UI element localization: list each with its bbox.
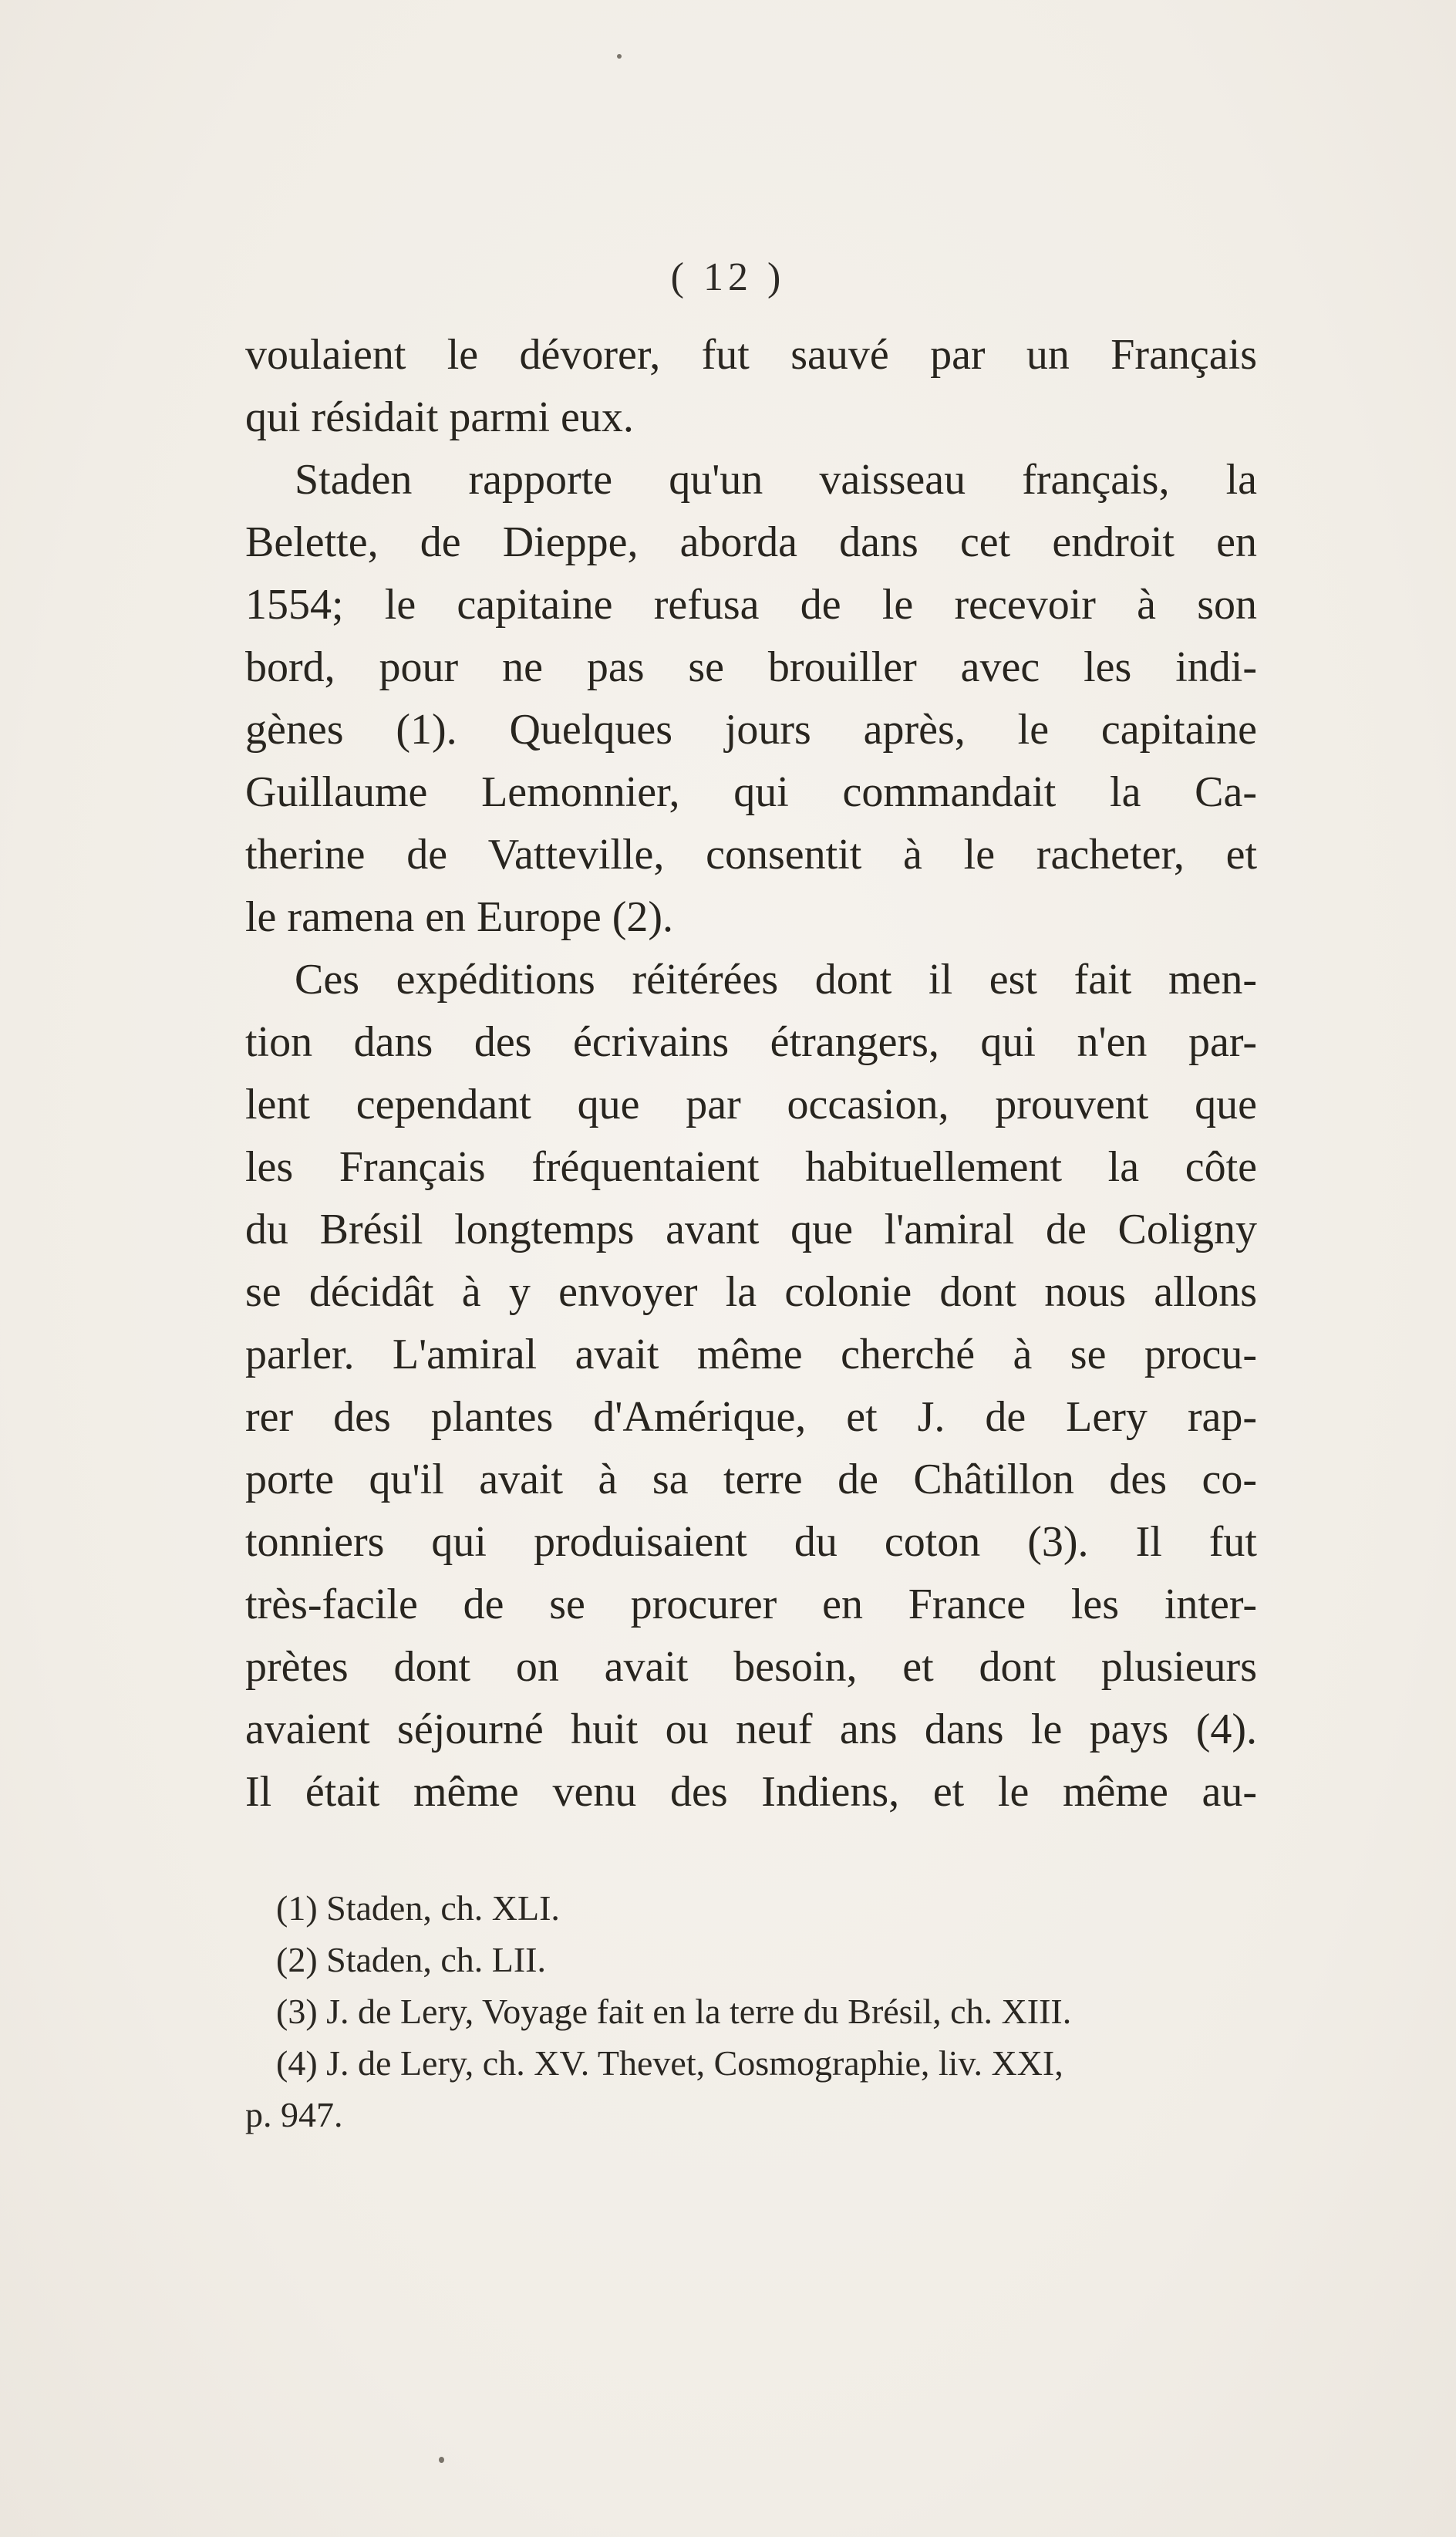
body-line: prètes dont on avait besoin, et dont plusieurs bbox=[245, 1643, 1257, 1691]
body-line: tion dans des écrivains étrangers, qui n'en par- bbox=[245, 1018, 1257, 1066]
body-line: porte qu'il avait à sa terre de Châtillon des co- bbox=[245, 1456, 1257, 1503]
body-text bbox=[245, 324, 1257, 1823]
paper-speck bbox=[439, 2457, 444, 2463]
paper-speck bbox=[617, 54, 622, 59]
body-line: Staden rapporte qu'un vaisseau français, la bbox=[295, 456, 1257, 504]
body-line: le ramena en Europe (2). bbox=[245, 893, 674, 941]
body-line: therine de Vatteville, consentit à le racheter, et bbox=[245, 831, 1257, 879]
body-line: bord, pour ne pas se brouiller avec les indi- bbox=[245, 643, 1257, 691]
body-line: Ces expéditions réitérées dont il est fait men- bbox=[295, 956, 1257, 1004]
footnotes bbox=[245, 1882, 1257, 2141]
body-line: avaient séjourné huit ou neuf ans dans le pays (4). bbox=[245, 1705, 1257, 1753]
footnote-line: (4) J. de Lery, ch. XV. Thevet, Cosmographie, liv. XXI, bbox=[276, 2043, 1063, 2083]
body-line: voulaient le dévorer, fut sauvé par un Français bbox=[245, 331, 1257, 379]
body-line: du Brésil longtemps avant que l'amiral de Coligny bbox=[245, 1206, 1257, 1253]
footnote-line: p. 947. bbox=[245, 2095, 343, 2134]
body-line: 1554; le capitaine refusa de le recevoir à son bbox=[245, 581, 1257, 629]
page-number: ( 12 ) bbox=[670, 255, 786, 299]
body-line: Belette, de Dieppe, aborda dans cet endroit en bbox=[245, 518, 1257, 566]
body-line: rer des plantes d'Amérique, et J. de Lery rap- bbox=[245, 1393, 1257, 1441]
body-line: les Français fréquentaient habituellement la côte bbox=[245, 1143, 1257, 1191]
body-line: Il était même venu des Indiens, et le même au- bbox=[245, 1768, 1257, 1816]
body-line: tonniers qui produisaient du coton (3). Il fut bbox=[245, 1518, 1257, 1566]
footnote-line: (3) J. de Lery, Voyage fait en la terre du Brésil, ch. XIII. bbox=[276, 1992, 1072, 2031]
body-line: gènes (1). Quelques jours après, le capitaine bbox=[245, 706, 1257, 754]
footnote-line: (2) Staden, ch. LII. bbox=[276, 1940, 546, 1979]
body-line: Guillaume Lemonnier, qui commandait la Ca- bbox=[245, 768, 1257, 816]
body-line: qui résidait parmi eux. bbox=[245, 393, 634, 441]
body-line: se décidât à y envoyer la colonie dont nous allons bbox=[245, 1268, 1257, 1316]
body-line: lent cependant que par occasion, prouvent que bbox=[245, 1081, 1257, 1128]
body-line: très-facile de se procurer en France les inter- bbox=[245, 1581, 1257, 1628]
footnote-line: (1) Staden, ch. XLI. bbox=[276, 1888, 560, 1928]
body-line: parler. L'amiral avait même cherché à se procu- bbox=[245, 1331, 1257, 1378]
